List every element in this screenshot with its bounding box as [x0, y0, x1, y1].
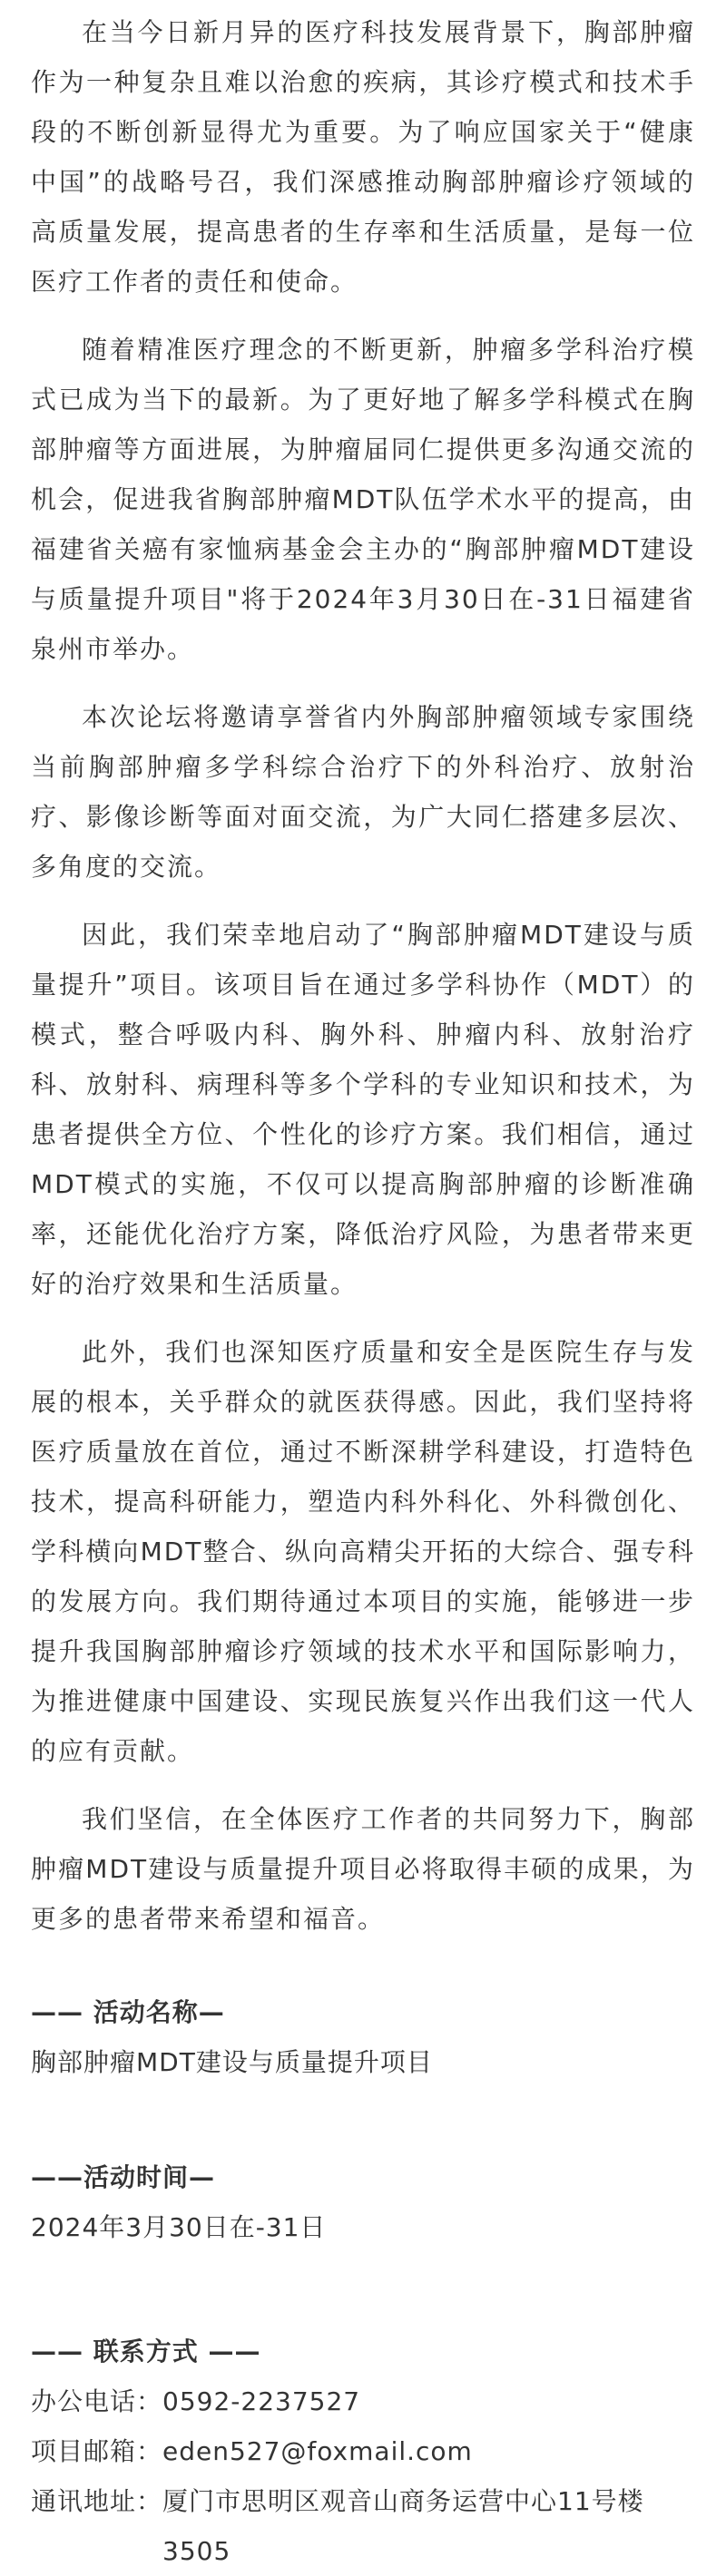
contact-heading: —— 联系方式 ——	[31, 2337, 261, 2366]
phone-row	[31, 2376, 695, 2426]
activity-time-value: 2024年3月30日在-31日	[31, 2212, 327, 2242]
email-row	[31, 2426, 695, 2476]
project-paragraph: 因此，我们荣幸地启动了“胸部肿瘤MDT建设与质量提升”项目。该项目旨在通过多学科协作（MDT）的模式，整合呼吸内科、胸外科、肿瘤内科、放射治疗科、放射科、病理科等多个学科的专业知识和技术，为患者提供全方位、个性化的诊疗方案。我们相信，通过MDT模式的实施，不仅可以提高胸部肿瘤的诊断准确率，还能优化治疗方案，降低治疗风险，为患者带来更好的治疗效果和生活质量。	[31, 920, 695, 1299]
activity-name-heading: —— 活动名称—	[31, 1997, 225, 2027]
contact-section	[31, 2327, 695, 2576]
address-value: 厦门市思明区观音山商务运营中心11号楼3505	[162, 2486, 644, 2566]
phone-label: 办公电话：	[31, 2386, 163, 2416]
email-label: 项目邮箱：	[31, 2436, 163, 2466]
phone-number[interactable]: 0592-2237527	[162, 2386, 361, 2416]
activity-name-value: 胸部肿瘤MDT建设与质量提升项目	[31, 2047, 433, 2077]
activity-time-section	[31, 2152, 695, 2252]
quality-paragraph: 此外，我们也深知医疗质量和安全是医院生存与发展的根本，关乎群众的就医获得感。因此，我们坚持将医疗质量放在首位，通过不断深耕学科建设，打造特色技术，提高科研能力，塑造内科外科化、外科微创化、学科横向MDT整合、纵向高精尖开拓的大综合、强专科的发展方向。我们期待通过本项目的实施，能够进一步提升我国胸部肿瘤诊疗领域的技术水平和国际影响力，为推进健康中国建设、实现民族复兴作出我们这一代人的应有贡献。	[31, 1337, 695, 1766]
activity-time-heading: ——活动时间—	[31, 2162, 216, 2192]
address-label: 通讯地址：	[31, 2486, 163, 2516]
email-address[interactable]: eden527@foxmail.com	[162, 2436, 473, 2466]
closing-paragraph: 我们坚信，在全体医疗工作者的共同努力下，胸部肿瘤MDT建设与质量提升项目必将取得丰硕的成果，为更多的患者带来希望和福音。	[31, 1804, 695, 1934]
forum-paragraph: 本次论坛将邀请享誉省内外胸部肿瘤领域专家围绕当前胸部肿瘤多学科综合治疗下的外科治疗、放射治疗、影像诊断等面对面交流，为广大同仁搭建多层次、多角度的交流。	[31, 702, 695, 882]
background-paragraph: 随着精准医疗理念的不断更新，肿瘤多学科治疗模式已成为当下的最新。为了更好地了解多学科模式在胸部肿瘤等方面进展，为肿瘤届同仁提供更多沟通交流的机会，促进我省胸部肿瘤MDT队伍学术水平的提高，由福建省关癌有家恤病基金会主办的“胸部肿瘤MDT建设与质量提升项目"将于2024年3月30日在-31日福建省泉州市举办。	[31, 335, 695, 664]
address-row	[31, 2476, 695, 2576]
intro-paragraph: 在当今日新月异的医疗科技发展背景下，胸部肿瘤作为一种复杂且难以治愈的疾病，其诊疗模式和技术手段的不断创新显得尤为重要。为了响应国家关于“健康中国”的战略号召，我们深感推动胸部肿瘤诊疗领域的高质量发展，提高患者的生存率和生活质量，是每一位医疗工作者的责任和使命。	[31, 17, 695, 297]
activity-name-section	[31, 1987, 695, 2087]
